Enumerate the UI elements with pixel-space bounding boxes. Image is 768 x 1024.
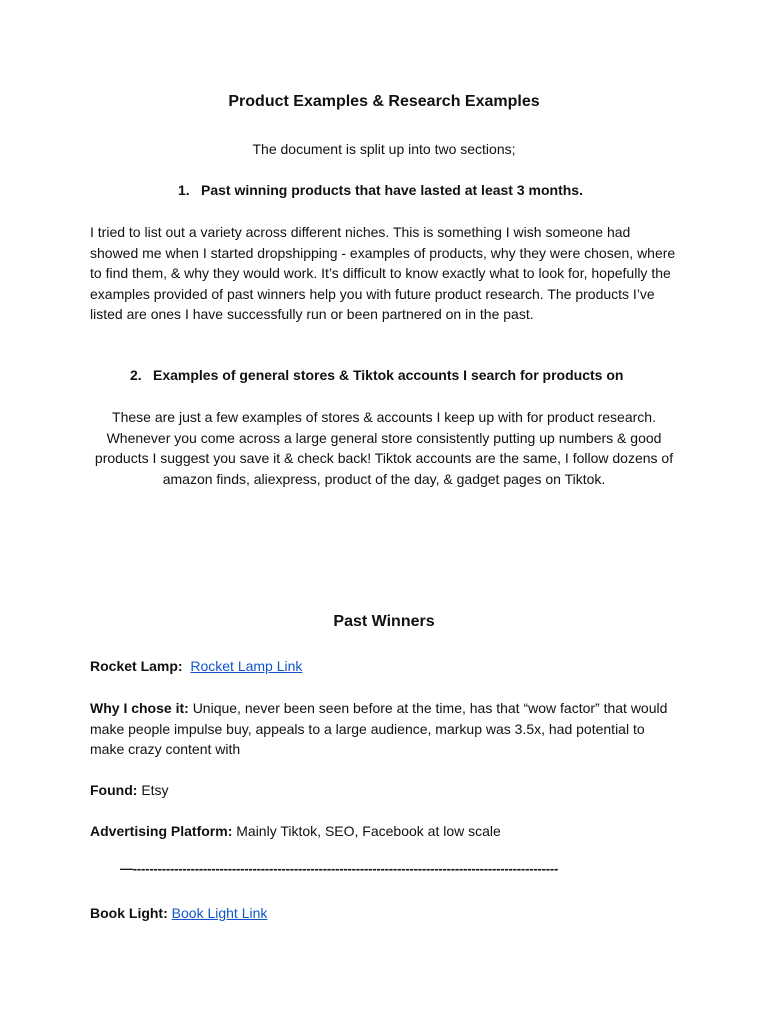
why-chose-label: Why I chose it: [90, 700, 189, 716]
section-2-heading [130, 367, 623, 383]
section-2-number: 2. [130, 367, 142, 383]
section-divider: —------------------------------------------------------------------------------------------------------- [120, 861, 559, 876]
section-1-heading [178, 182, 583, 198]
section-1-heading-text: Past winning products that have lasted at least 3 months. [201, 182, 583, 198]
section-2-heading-text: Examples of general stores & Tiktok accounts I search for products on [153, 367, 624, 383]
why-chose-entry [90, 698, 680, 760]
rocket-lamp-label: Rocket Lamp: [90, 658, 183, 674]
found-text: Etsy [141, 782, 169, 798]
past-winners-heading: Past Winners [333, 613, 435, 630]
found-label: Found: [90, 782, 138, 798]
found-entry [90, 780, 680, 801]
section-2-body: These are just a few examples of stores & accounts I keep up with for product research. Whenever you come across a large general store consistently putting up numbers & good products I suggest you save it & check back! Tiktok accounts are the same, I follow dozens of amazon finds, aliexpress, product of the day, & gadget pages on Tiktok. [94, 409, 674, 487]
advertising-platform-label: Advertising Platform: [90, 823, 233, 839]
rocket-lamp-entry [90, 656, 680, 677]
advertising-platform-text: Mainly Tiktok, SEO, Facebook at low scale [236, 823, 501, 839]
book-light-entry [90, 903, 680, 924]
why-chose-text: Unique, never been seen before at the time, has that “wow factor” that would make people impulse buy, appeals to a large audience, markup was 3.5x, had potential to make crazy content with [90, 700, 668, 757]
advertising-platform-entry [90, 821, 680, 842]
section-1-body: I tried to list out a variety across different niches. This is something I wish someone had showed me when I started dropshipping - examples of products, why they were chosen, where to find them, & why they would work. It’s difficult to know exactly what to look for, hopefully the examples provided of past winners help you with future product research. The products I’ve listed are ones I have successfully run or been partnered on in the past. [90, 224, 676, 322]
section-1-number: 1. [178, 182, 190, 198]
book-light-link[interactable]: Book Light Link [171, 905, 268, 921]
rocket-lamp-link[interactable]: Rocket Lamp Link [190, 658, 303, 674]
intro-text: The document is split up into two sections; [252, 141, 516, 157]
book-light-label: Book Light: [90, 905, 168, 921]
document-title: Product Examples & Research Examples [228, 93, 540, 110]
